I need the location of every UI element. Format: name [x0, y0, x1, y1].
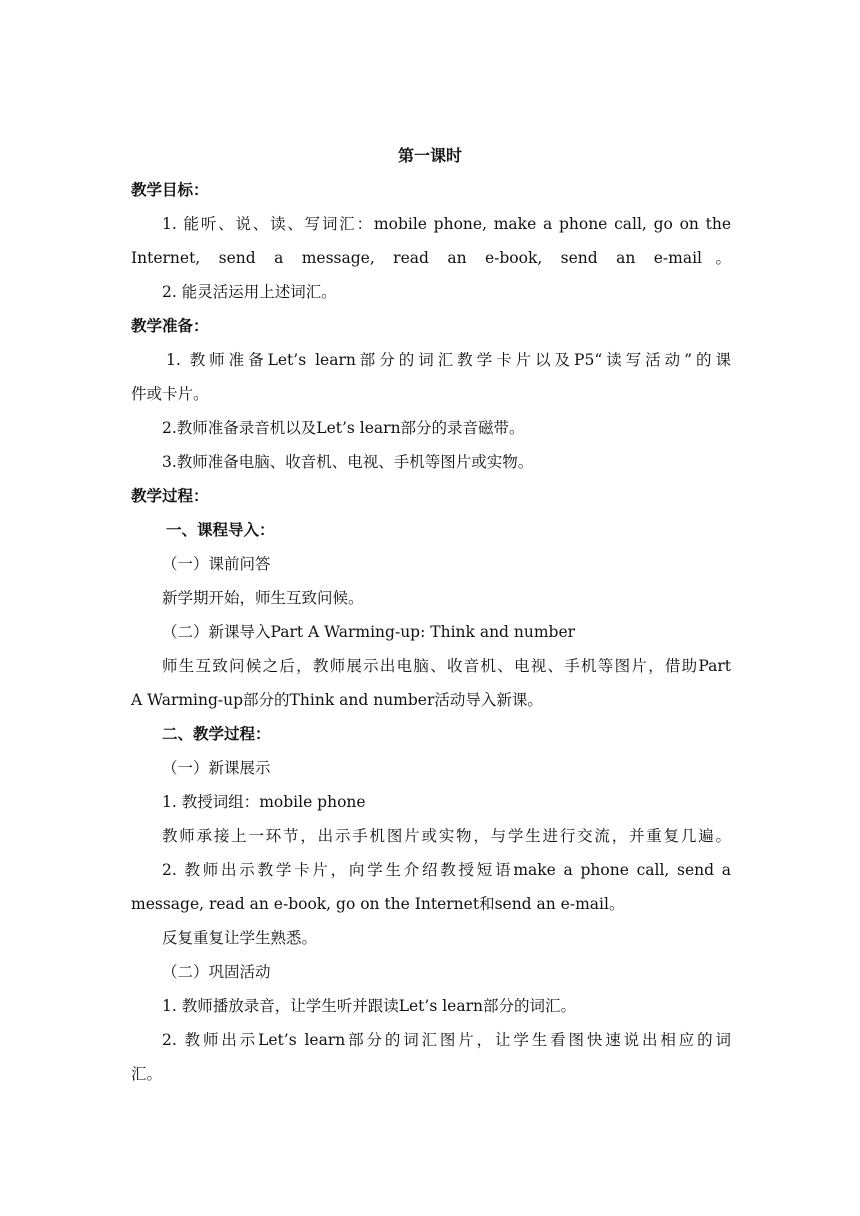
- section-2-sub-2-item-1: 1. 教师播放录音，让学生听并跟读Let’s learn部分的词汇。: [162, 997, 576, 1015]
- objective-item-1-line-1: 1. 能听、说、读、写词汇：mobile phone, make a phone call, go on the: [162, 215, 731, 233]
- section-2-sub-2: （二）巩固活动: [162, 963, 271, 981]
- process-heading: 教学过程：: [131, 487, 209, 505]
- preparation-item-1-line-1: 1. 教师准备Let’s learn部分的词汇教学卡片以及P5“读写活动”的课: [166, 351, 731, 369]
- preparation-item-3: 3.教师准备电脑、收音机、电视、手机等图片或实物。: [162, 453, 534, 471]
- section-2-sub-2-item-2-line-2: 汇。: [131, 1065, 163, 1083]
- section-1-heading: 一、课程导入：: [166, 521, 275, 539]
- section-2-item-2-text: 反复重复让学生熟悉。: [162, 929, 318, 947]
- section-2-item-1-text: 教师承接上一环节，出示手机图片或实物，与学生进行交流，并重复几遍。: [162, 827, 731, 845]
- section-1-sub-1-text: 新学期开始，师生互致问候。: [162, 589, 364, 607]
- objective-item-1-line-2: Internet, send a message, read an e-book, send an e-mail。: [131, 249, 731, 267]
- section-2-sub-1: （一）新课展示: [162, 759, 271, 777]
- section-1-sub-2: （二）新课导入Part A Warming-up: Think and number: [162, 623, 576, 641]
- page-title: 第一课时: [397, 146, 462, 165]
- section-2-item-2-line-1: 2. 教师出示教学卡片，向学生介绍教授短语make a phone call, send a: [162, 861, 731, 879]
- preparation-item-2: 2.教师准备录音机以及Let’s learn部分的录音磁带。: [162, 419, 525, 437]
- preparation-heading: 教学准备：: [131, 317, 209, 335]
- section-1-sub-2-line-1: 师生互致问候之后，教师展示出电脑、收音机、电视、手机等图片，借助Part: [162, 657, 731, 675]
- objective-item-2: 2. 能灵活运用上述词汇。: [162, 283, 337, 301]
- section-1-sub-2-line-2: A Warming-up部分的Think and number活动导入新课。: [131, 691, 543, 709]
- section-2-item-2-line-2: message, read an e-book, go on the Internet和send an e-mail。: [131, 895, 625, 913]
- section-1-sub-1: （一）课前问答: [162, 555, 271, 573]
- section-2-item-1: 1. 教授词组：mobile phone: [162, 793, 366, 811]
- preparation-item-1-line-2: 件或卡片。: [131, 385, 209, 403]
- section-2-heading: 二、教学过程：: [162, 725, 271, 743]
- section-2-sub-2-item-2-line-1: 2. 教师出示Let’s learn部分的词汇图片，让学生看图快速说出相应的词: [162, 1031, 731, 1049]
- objectives-heading: 教学目标：: [131, 181, 209, 199]
